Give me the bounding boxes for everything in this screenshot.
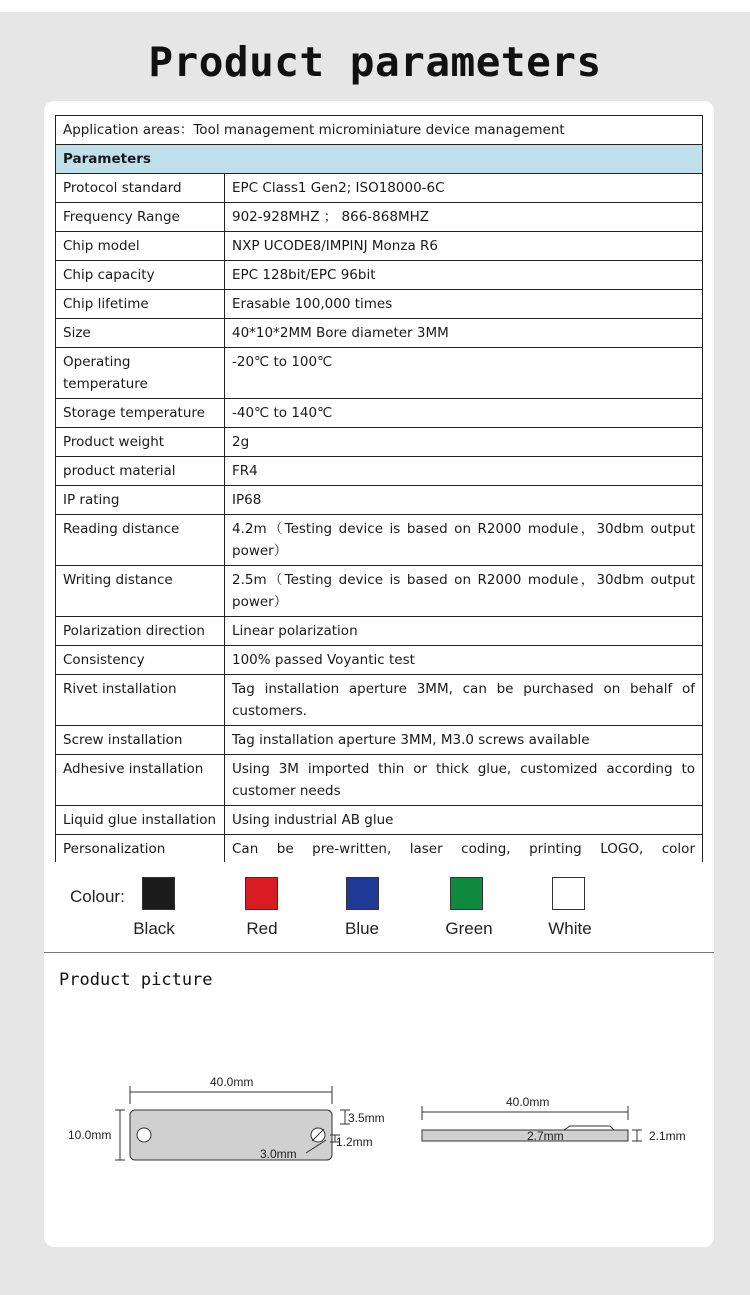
swatch-name-black: Black	[133, 919, 175, 938]
param-label: IP rating	[56, 486, 225, 515]
application-areas: Application areas：Tool management microminiature device management	[56, 116, 703, 145]
param-row	[56, 646, 703, 675]
param-row	[56, 675, 703, 726]
param-label: Chip capacity	[56, 261, 225, 290]
param-value: 100% passed Voyantic test	[225, 646, 703, 675]
param-value: -20℃ to 100℃	[225, 348, 703, 399]
param-row	[56, 232, 703, 261]
param-label: Screw installation	[56, 726, 225, 755]
section-divider	[44, 952, 714, 953]
param-row	[56, 348, 703, 399]
param-row	[56, 457, 703, 486]
param-label: Personalization	[56, 835, 225, 886]
swatch-name-blue: Blue	[344, 919, 380, 938]
param-value: Can be pre-written, laser coding, printing LOGO, color	[225, 835, 703, 886]
application-row	[56, 116, 703, 145]
param-label: Chip lifetime	[56, 290, 225, 319]
swatch-name-white: White	[548, 919, 592, 938]
swatch-white	[552, 877, 585, 910]
param-label: Adhesive installation	[56, 755, 225, 806]
swatch-blue	[346, 877, 379, 910]
top-band	[0, 0, 750, 12]
param-label: Reading distance	[56, 515, 225, 566]
param-value: Tag installation aperture 3MM, M3.0 screws available	[225, 726, 703, 755]
dim-length: 40.0mm	[210, 1075, 254, 1089]
param-row	[56, 486, 703, 515]
param-row	[56, 399, 703, 428]
param-value: 2g	[225, 428, 703, 457]
parameters-table	[55, 115, 703, 886]
param-value: EPC Class1 Gen2; ISO18000-6C	[225, 174, 703, 203]
page-title: Product parameters	[148, 38, 602, 86]
swatch-red	[245, 877, 278, 910]
param-row	[56, 566, 703, 617]
param-row	[56, 617, 703, 646]
swatch-black	[142, 877, 175, 910]
param-row	[56, 755, 703, 806]
dim-height: 10.0mm	[68, 1128, 112, 1142]
left-hole	[137, 1128, 151, 1142]
param-row	[56, 290, 703, 319]
param-value: Linear polarization	[225, 617, 703, 646]
param-value: Erasable 100,000 times	[225, 290, 703, 319]
param-label: Consistency	[56, 646, 225, 675]
param-row	[56, 515, 703, 566]
dim-side-step: 2.7mm	[527, 1129, 564, 1143]
tag-body-side	[422, 1130, 628, 1141]
product-picture-title: Product picture	[59, 970, 213, 990]
param-label: Polarization direction	[56, 617, 225, 646]
param-label: Rivet installation	[56, 675, 225, 726]
dim-hole-offset: 3.5mm	[348, 1111, 385, 1125]
param-value: IP68	[225, 486, 703, 515]
param-label: Product weight	[56, 428, 225, 457]
colour-options	[44, 862, 714, 952]
tag-body-front	[130, 1110, 332, 1160]
param-label: Writing distance	[56, 566, 225, 617]
dim-hole-diameter: 3.0mm	[260, 1147, 297, 1161]
param-row	[56, 319, 703, 348]
param-value: 40*10*2MM Bore diameter 3MM	[225, 319, 703, 348]
dim-side-length: 40.0mm	[506, 1095, 550, 1109]
colour-label: Colour:	[70, 887, 125, 906]
param-row	[56, 806, 703, 835]
dim-hole-edge: 1.2mm	[336, 1135, 373, 1149]
param-row	[56, 174, 703, 203]
swatch-name-green: Green	[445, 919, 493, 938]
param-label: Frequency Range	[56, 203, 225, 232]
product-dimension-drawing	[44, 1040, 714, 1200]
dim-thickness: 2.1mm	[649, 1129, 686, 1143]
param-row	[56, 428, 703, 457]
param-value: FR4	[225, 457, 703, 486]
param-label: Liquid glue installation	[56, 806, 225, 835]
parameters-header-row	[56, 145, 703, 174]
front-view	[115, 1086, 350, 1160]
param-label: Operating temperature	[56, 348, 225, 399]
param-row	[56, 726, 703, 755]
parameters-header: Parameters	[56, 145, 703, 174]
param-value: 2.5m（Testing device is based on R2000 module，30dbm output power）	[225, 566, 703, 617]
param-value: Using 3M imported thin or thick glue, customized according to customer needs	[225, 755, 703, 806]
param-label: Storage temperature	[56, 399, 225, 428]
param-value: EPC 128bit/EPC 96bit	[225, 261, 703, 290]
param-label: product material	[56, 457, 225, 486]
swatch-green	[450, 877, 483, 910]
param-value: 4.2m（Testing device is based on R2000 module，30dbm output power）	[225, 515, 703, 566]
param-value: 902-928MHZ ； 866-868MHZ	[225, 203, 703, 232]
param-label: Protocol standard	[56, 174, 225, 203]
param-value: -40℃ to 140℃	[225, 399, 703, 428]
swatch-name-red: Red	[246, 919, 278, 938]
param-value: NXP UCODE8/IMPINJ Monza R6	[225, 232, 703, 261]
param-value: Using industrial AB glue	[225, 806, 703, 835]
param-row	[56, 261, 703, 290]
param-label: Size	[56, 319, 225, 348]
param-value: Tag installation aperture 3MM, can be purchased on behalf of customers.	[225, 675, 703, 726]
param-row	[56, 203, 703, 232]
param-label: Chip model	[56, 232, 225, 261]
